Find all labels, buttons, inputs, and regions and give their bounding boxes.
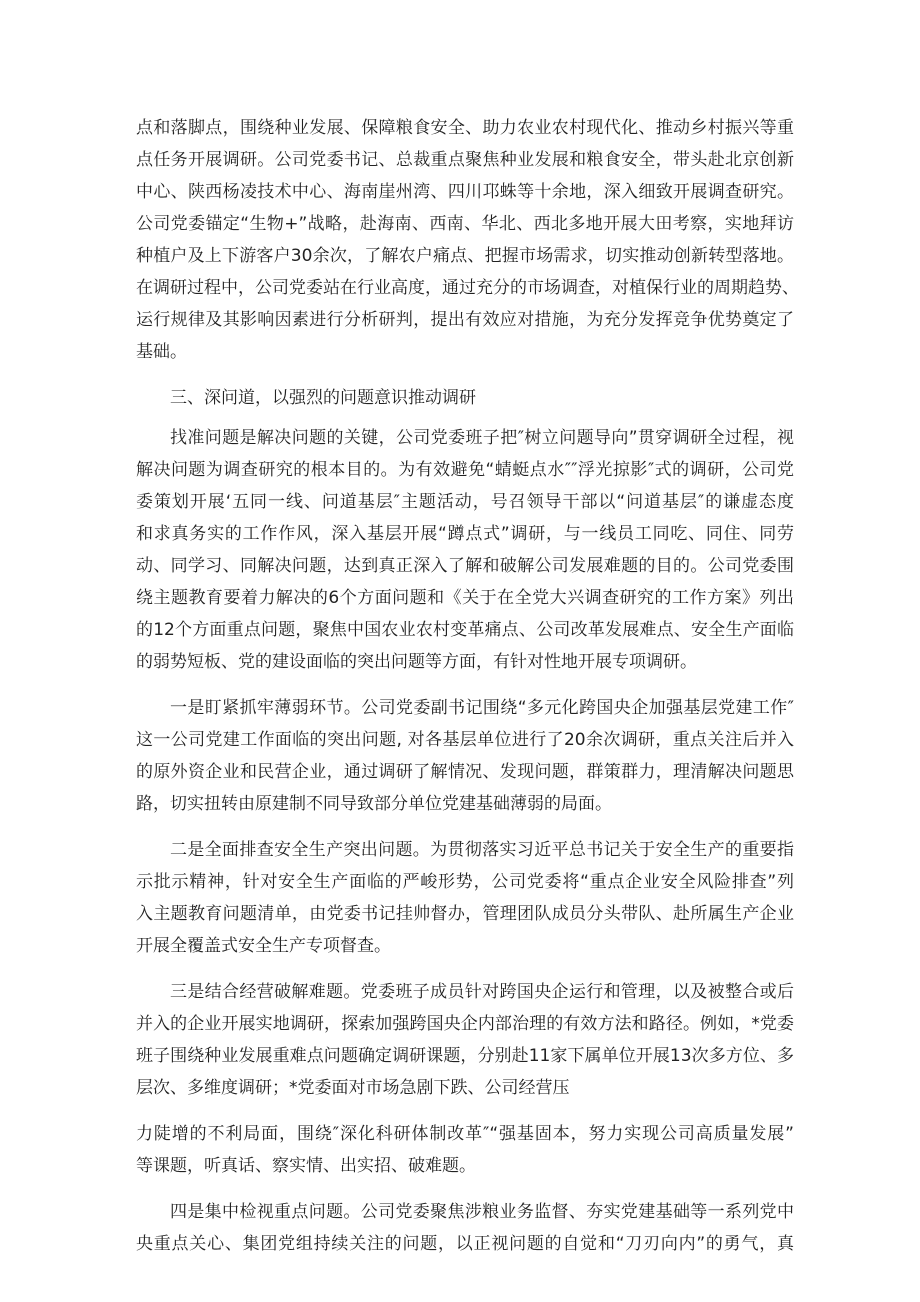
text-line: 点和落脚点，围绕种业发展、保障粮食安全、助力农业农村现代化、推动乡村振兴等重 <box>136 118 794 138</box>
text-line: 等课题，听真话、察实情、出实招、破难题。 <box>136 1156 476 1176</box>
text-line: 示批示精神，针对安全生产面临的严峻形势，公司党委将“重点企业安全风险排查”列 <box>136 872 794 892</box>
text-line: 公司党委锚定“生物+”战略，赴海南、西南、华北、西北多地开展大田考察，实地拜访 <box>136 214 794 234</box>
text-line: 点任务开展调研。公司党委书记、总裁重点聚焦种业发展和粮食安全，带头赴北京创新 <box>136 150 794 170</box>
text-line: 一是盯紧抓牢薄弱环节。公司党委副书记围绕“多元化跨国央企加强基层党建工作″ <box>170 698 794 718</box>
text-line: 在调研过程中，公司党委站在行业高度，通过充分的市场调查，对植保行业的周期趋势、 <box>136 278 799 298</box>
paragraph-problem-orientation <box>136 422 794 678</box>
text-line: 二是全面排查安全生产突出问题。为贯彻落实习近平总书记关于安全生产的重要指 <box>170 840 794 860</box>
text-line: 的原外资企业和民营企业，通过调研了解情况、发现问题，群策群力，理清解决问题思 <box>136 762 794 782</box>
text-line: 运行规律及其影响因素进行分析研判，提出有效应对措施，为充分发挥竞争优势奠定了 <box>136 310 794 330</box>
text-line: 这一公司党建工作面临的突出问题, 对各基层单位进行了20余次调研，重点关注后并入 <box>136 730 794 750</box>
text-line: 入主题教育问题清单，由党委书记挂帅督办，管理团队成员分头带队、赴所属生产企业 <box>136 904 794 924</box>
paragraph-business-challenges-cont <box>136 1118 794 1182</box>
text-line: 层次、多维度调研；*党委面对市场急剧下跌、公司经营压 <box>136 1078 570 1098</box>
text-line: 并入的企业开展实地调研，探索加强跨国央企内部治理的有效方法和路径。例如，*党委 <box>136 1014 794 1034</box>
paragraph-safety-inspection <box>136 834 794 962</box>
text-line: 基础。 <box>136 342 187 362</box>
paragraph-key-issues <box>136 1196 794 1260</box>
text-line: 的12个方面重点问题，聚焦中国农业农村变革痛点、公司改革发展难点、安全生产面临 <box>136 620 794 640</box>
text-line: 路，切实扭转由原建制不同导致部分单位党建基础薄弱的局面。 <box>136 794 612 814</box>
text-line: 班子围绕种业发展重难点问题确定调研课题，分别赴11家下属单位开展13次多方位、多 <box>136 1046 794 1066</box>
text-line: 动、同学习、同解决问题，达到真正深入了解和破解公司发展难题的目的。公司党委围 <box>136 556 794 576</box>
text-line: 解决问题为调查研究的根本目的。为有效避免“蜻蜓点水″″浮光掠影″式的调研，公司党 <box>136 460 794 480</box>
paragraph-weak-links <box>136 692 794 820</box>
text-line: 央重点关心、集团党组持续关注的问题，以正视问题的自觉和“刀刃向内”的勇气，真 <box>136 1234 794 1254</box>
text-line: 的弱势短板、党的建设面临的突出问题等方面，有针对性地开展专项调研。 <box>136 652 697 672</box>
text-line: 种植户及上下游客户30余次，了解农户痛点、把握市场需求，切实推动创新转型落地。 <box>136 246 794 266</box>
text-line: 绕主题教育要着力解决的6个方面问题和《关于在全党大兴调查研究的工作方案》列出 <box>136 588 794 608</box>
text-line: 中心、陕西杨凌技术中心、海南崖州湾、四川邛蛛等十余地，深入细致开展调查研究。 <box>136 182 794 202</box>
text-line: 三是结合经营破解难题。党委班子成员针对跨国央企运行和管理，以及被整合或后 <box>170 982 794 1002</box>
paragraph-research-focus <box>136 112 799 368</box>
heading-text: 三、深问道，以强烈的问题意识推动调研 <box>170 388 476 408</box>
paragraph-business-challenges <box>136 976 794 1104</box>
text-line: 委策划开展‘五同一线、问道基层″主题活动，号召领导干部以“问道基层″的谦虚态度 <box>136 492 794 512</box>
text-line: 开展全覆盖式安全生产专项督查。 <box>136 936 391 956</box>
text-line: 四是集中检视重点问题。公司党委聚焦涉粮业务监督、夯实党建基础等一系列党中 <box>170 1202 794 1222</box>
text-line: 和求真务实的工作作风，深入基层开展“蹲点式”调研，与一线员工同吃、同住、同劳 <box>136 524 794 544</box>
text-line: 找准问题是解决问题的关键，公司党委班子把″树立问题导向”贯穿调研全过程，视 <box>170 428 794 448</box>
section-heading <box>136 382 794 414</box>
text-line: 力陡增的不利局面，围绕″深化科研体制改革″“强基固本，努力实现公司高质量发展” <box>136 1124 794 1144</box>
